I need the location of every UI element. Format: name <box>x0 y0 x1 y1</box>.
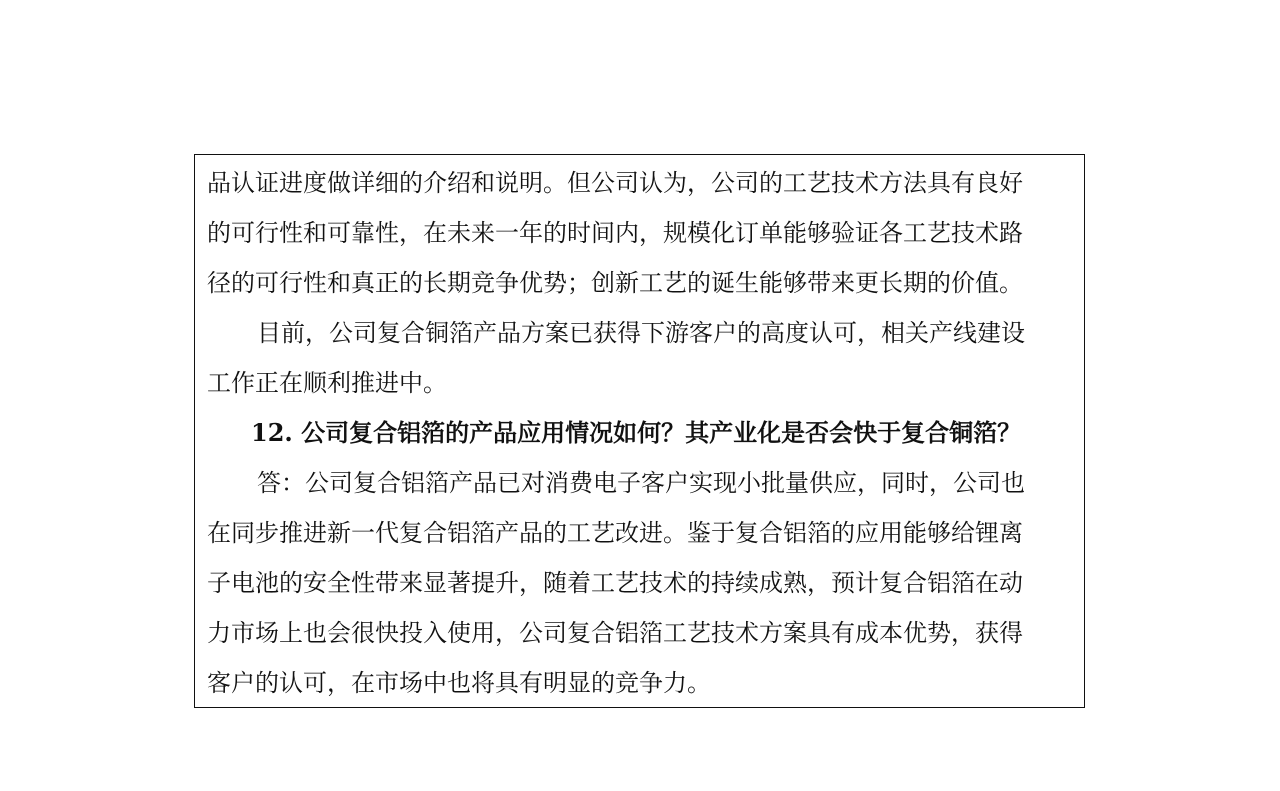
paragraph-line: 的可行性和可靠性，在未来一年的时间内，规模化订单能够验证各工艺技术路 <box>207 219 1023 247</box>
answer-line: 力市场上也会很快投入使用，公司复合铝箔工艺技术方案具有成本优势，获得 <box>207 619 1023 647</box>
qa-text-box <box>194 154 1085 708</box>
paragraph-line: 品认证进度做详细的介绍和说明。但公司认为，公司的工艺技术方法具有良好 <box>207 169 1023 197</box>
question-heading: 12. 公司复合铝箔的产品应用情况如何？其产业化是否会快于复合铜箔？ <box>251 418 1022 447</box>
answer-line: 子电池的安全性带来显著提升，随着工艺技术的持续成熟，预计复合铝箔在动 <box>207 569 1023 597</box>
answer-line: 在同步推进新一代复合铝箔产品的工艺改进。鉴于复合铝箔的应用能够给锂离 <box>207 519 1023 547</box>
answer-line: 答：公司复合铝箔产品已对消费电子客户实现小批量供应，同时，公司也 <box>257 469 1025 497</box>
paragraph-line: 目前，公司复合铜箔产品方案已获得下游客户的高度认可，相关产线建设 <box>257 319 1025 347</box>
paragraph-line: 径的可行性和真正的长期竞争优势；创新工艺的诞生能够带来更长期的价值。 <box>207 269 1023 297</box>
paragraph-line: 工作正在顺利推进中。 <box>207 369 447 397</box>
answer-line: 客户的认可，在市场中也将具有明显的竞争力。 <box>207 669 711 697</box>
